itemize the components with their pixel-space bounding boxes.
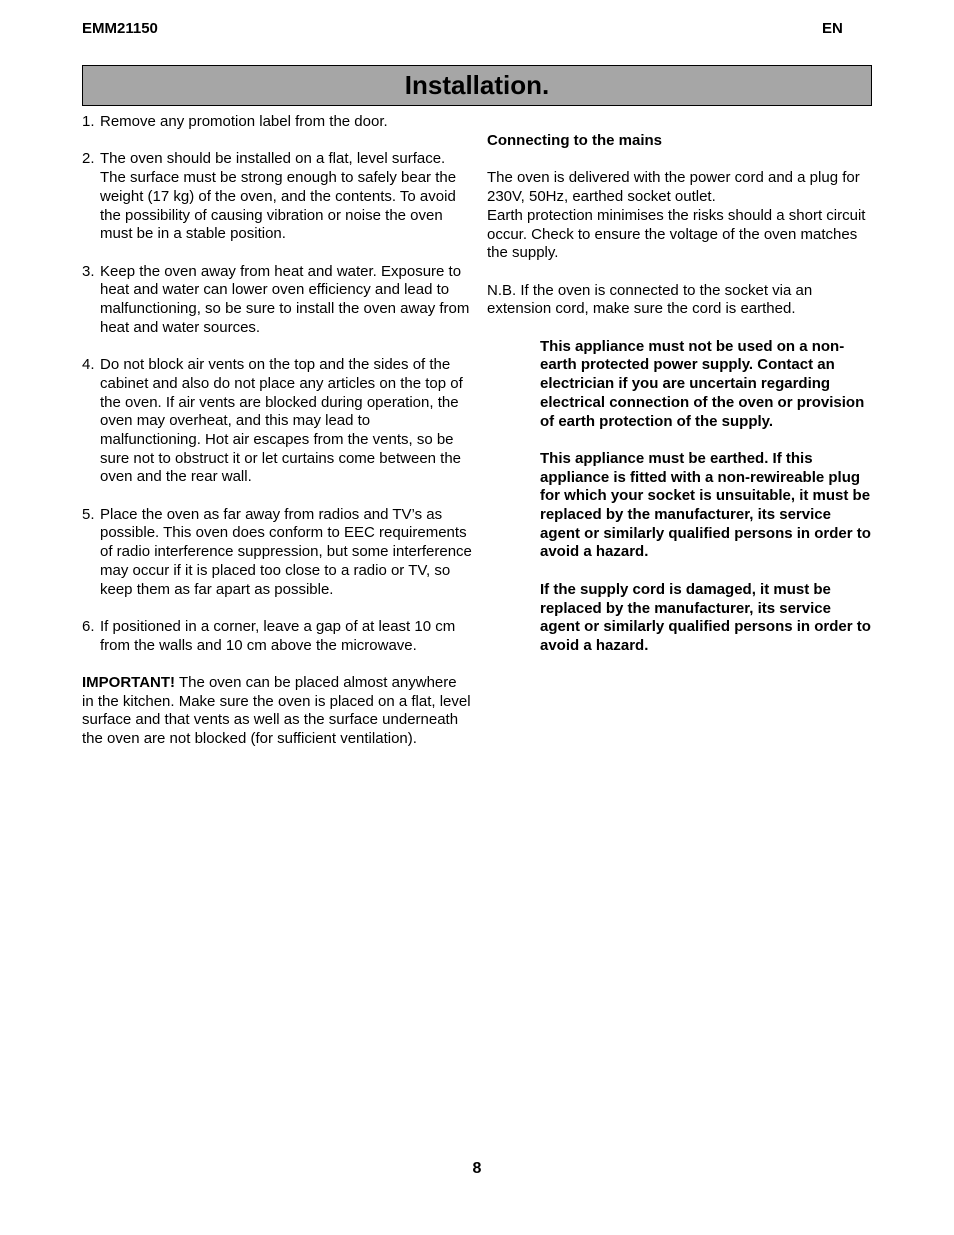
warning-paragraph: This appliance must be earthed. If this appliance is fitted with a non-rewireable plug for which your socket is unsuitable, it must be replaced by the manufacturer, its service agent or similarly qualified persons in order to avoid a hazard.: [540, 449, 871, 561]
item-text: Place the oven as far away from radios and TV’s as possible. This oven does conform to EEC requirements of radio interference suppression, but some interference may occur if it is placed too close to a radio or TV, so keep them as far apart as possible.: [100, 505, 472, 598]
item-number: 4.: [82, 356, 95, 374]
warning-paragraph: This appliance must not be used on a non-earth protected power supply. Contact an electrician if you are uncertain regarding electrical connection of the oven or provision of earth protection of the supply.: [540, 337, 865, 430]
warnings-block: [540, 338, 875, 656]
extension-cord-note: N.B. If the oven is connected to the socket via an extension cord, make sure the cord is earthed.: [487, 281, 813, 318]
list-item: [82, 113, 472, 132]
page-title: Installation.: [404, 70, 550, 100]
item-number: 2.: [82, 150, 95, 168]
power-cord-paragraph: The oven is delivered with the power cord and a plug for 230V, 50Hz, earthed socket outlet.: [487, 169, 860, 206]
page-number: 8: [472, 1160, 482, 1177]
item-text: Keep the oven away from heat and water. Exposure to heat and water can lower oven efficiency and lead to malfunctioning, so be sure to install the oven away from heat and water sources.: [100, 262, 470, 336]
list-item: [82, 618, 472, 655]
warning-paragraph: If the supply cord is damaged, it must be replaced by the manufacturer, its service agent or similarly qualified persons in order to avoid a hazard.: [540, 580, 871, 654]
section-heading: Connecting to the mains: [487, 132, 663, 149]
title-bar: [82, 65, 872, 106]
left-column: [82, 113, 472, 768]
item-number: 5.: [82, 505, 95, 523]
earth-protection-paragraph: Earth protection minimises the risks should a short circuit occur. Check to ensure the voltage of the oven matches the supply.: [487, 206, 866, 262]
important-label: IMPORTANT!: [82, 674, 176, 691]
list-item: [82, 356, 472, 487]
model-number: EMM21150: [82, 20, 158, 37]
list-item: [82, 263, 472, 338]
item-text: The oven should be installed on a flat, level surface. The surface must be strong enough to safely bear the weight (17 kg) of the oven, and the contents. To avoid the possibility of causing vibration or noise the oven must be in a stable position.: [100, 150, 457, 243]
item-number: 6.: [82, 617, 95, 635]
important-note: [82, 674, 472, 749]
right-column: [487, 132, 877, 674]
item-number: 3.: [82, 262, 95, 280]
important-text: The oven can be placed almost anywhere in the kitchen. Make sure the oven is placed on a flat, level surface and that vents as well as the surface underneath the oven are not blocked (for sufficient ventilation).: [82, 674, 471, 748]
language-code: EN: [822, 20, 843, 37]
item-number: 1.: [82, 113, 95, 130]
item-text: If positioned in a corner, leave a gap of at least 10 cm from the walls and 10 cm above the microwave.: [100, 617, 456, 654]
list-item: [82, 506, 472, 600]
item-text: Remove any promotion label from the door.: [100, 113, 388, 130]
list-item: [82, 150, 472, 244]
item-text: Do not block air vents on the top and the sides of the cabinet and also do not place any articles on the top of the oven. If air vents are blocked during operation, the oven may overheat, and this may lead to malfunctioning. Hot air escapes from the vents, so be sure not to obstruct it or let curtains come between the oven and the rear wall.: [100, 356, 463, 486]
